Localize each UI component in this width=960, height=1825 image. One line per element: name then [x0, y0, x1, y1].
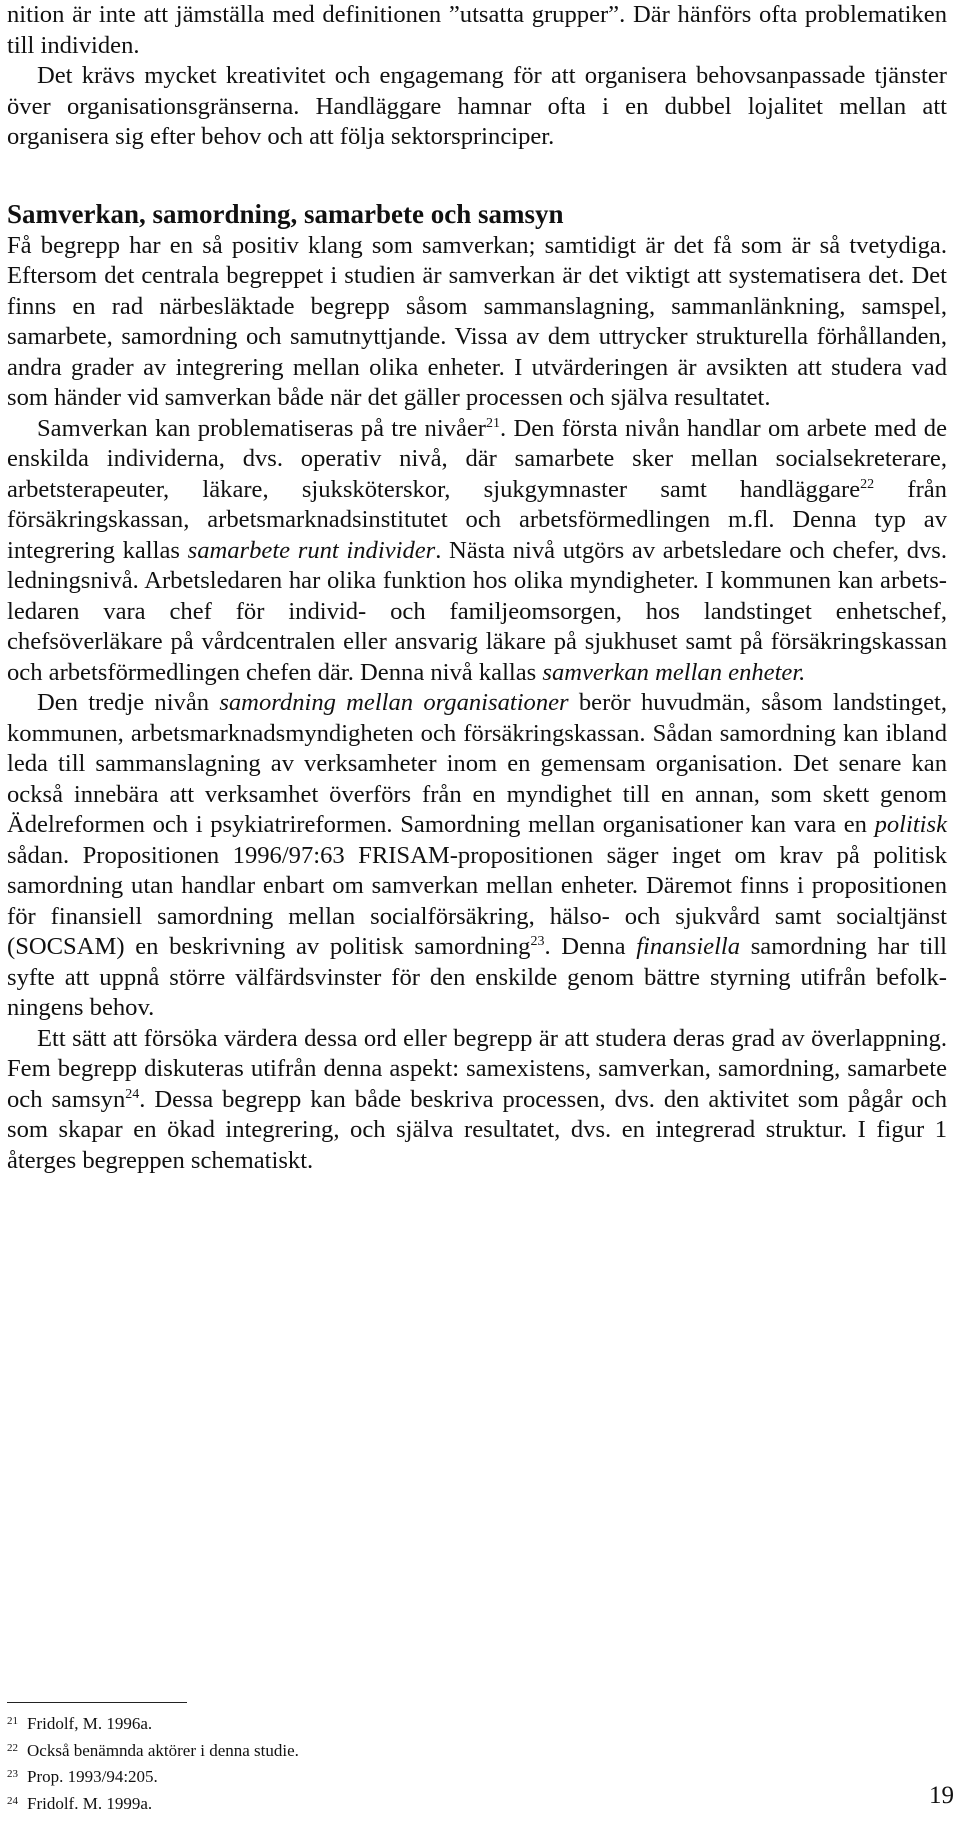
footnote-text: Fridolf. M. 1999a. — [27, 1793, 153, 1813]
footnote — [7, 1712, 707, 1739]
footnote-ref[interactable]: 21 — [485, 415, 500, 431]
footnotes — [7, 1712, 707, 1818]
section-heading: Samverkan, samordning, samarbete och samsyn — [7, 198, 564, 229]
footnote-text: Fridolf, M. 1996a. — [27, 1714, 153, 1733]
paragraph: Den tredje nivån samordning mellan organisationer berör huvudmän, såsom landstinget, kommunen, arbetsmarknadsmyndigheten och försäkringskassan. Sådan samordning kan ibland leda till sammanslagning av verksamheter inom en gemensam organisation. Det senare kan också innebära att verksamhet överförs från en myndighet till en annan, som skett genom Ädelreformen och i psykiatrireformen. Samordning mellan organisationer kan vara en politisk sådan. Propositionen 1996/97:63 FRISAM-propositionen säger inget om krav på politisk samordning utan handlar enbart om samverkan mellan enheter. Däremot finns i propositionen för finansiell samordning mellan socialförsäkring, hälso- och sjukvård samt socialtjänst (SOCSAM) en beskrivning av politisk samordning$^{23}$. Denna finansiella samordning har till syfte att uppnå större välfärdsvinster för den enskilde genom bättre styrning utifrån befolkningens behov. — [7, 689, 947, 1021]
footnote-number: 21 — [7, 1715, 18, 1727]
footnote-number: 23 — [7, 1768, 18, 1780]
footnote-text: Också benämnda aktörer i denna studie. — [27, 1740, 299, 1760]
footnote-text: Prop. 1993/94:205. — [27, 1767, 158, 1786]
paragraph: Det krävs mycket kreativitet och engagemang för att organisera behovsanpassade tjänster över organisationsgränserna. Handläggare hamnar ofta i en dubbel lojalitet mellan att organisera sig efter behov och att följa sektorsprinciper. — [7, 62, 947, 150]
footnote-divider — [7, 1702, 187, 1703]
section-text — [7, 231, 947, 1177]
footnote-ref[interactable]: 22 — [860, 476, 875, 492]
intro-text — [7, 0, 947, 153]
footnote — [7, 1765, 707, 1792]
footnote-number: 24 — [7, 1794, 18, 1807]
footnote — [7, 1739, 707, 1766]
paragraph: Få begrepp har en så positiv klang som samverkan; samtidigt är det få som är så tvetydiga. Eftersom det centrala begreppet i studien är samverkan är det viktigt att systematisera det. Det finns en rad närbesläktade begrepp såsom sammanslagning, sammanlänkning, samspel, samarbete, samordning och samutnyttjande. Vissa av dem uttrycker strukturella förhållanden, andra grader av integrering mellan olika enheter. I utvärderingen är avsikten att studera vad som händer vid samverkan både när det gäller processen och själva resultatet. — [7, 231, 947, 411]
footnote-ref[interactable]: 24 — [125, 1086, 140, 1102]
paragraph: Ett sätt att försöka värdera dessa ord eller begrepp är att studera deras grad av överlappning. Fem begrepp diskuteras utifrån denna aspekt: samexistens, samverkan, samordning, samarbete och samsyn$^{24}$. Dessa begrepp kan både beskriva processen, dvs. den aktivitet som pågår och som skapar en ökad integrering, och själva resultatet, dvs. en integrerad struktur. I figur 1 återges begreppen schematiskt. — [7, 1024, 947, 1174]
footnote-number: 22 — [7, 1741, 18, 1754]
paragraph: Samverkan kan problematiseras på tre nivåer$^{21}$. Den första nivån handlar om arbete med de enskilda individerna, dvs. operativ nivå, där samarbete sker mellan socialsekreterare, arbetsterapeuter, läkare, sjuksköterskor, sjukgymnaster samt handläggare$^{22}$ från försäkringskassan, arbetsmarknadsinstitutet och arbetsförmedlingen m.fl. Denna typ av integrering kallas samarbete runt individer. Nästa nivå utgörs av arbetsledare och chefer, dvs. ledningsnivå. Arbetsledaren har olika funktion hos olika myndigheter. I kommunen kan arbetsledaren vara chef för individ- och familjeomsorgen, hos landstinget enhetschef, chefsöverläkare på vårdcentralen eller ansvarig läkare på sjukhuset samt på försäkringskassan och arbetsförmedlingen chefen där. Denna nivå kallas samverkan mellan enheter. — [7, 414, 948, 686]
paragraph: nition är inte att jämställa med definitionen ”utsatta grupper”. Där hänförs ofta problematiken till individen. — [7, 1, 947, 59]
footnote — [7, 1792, 707, 1819]
footnote-ref[interactable]: 23 — [530, 934, 545, 949]
page-body — [7, 0, 947, 1176]
page-number: 19 — [929, 1782, 954, 1809]
